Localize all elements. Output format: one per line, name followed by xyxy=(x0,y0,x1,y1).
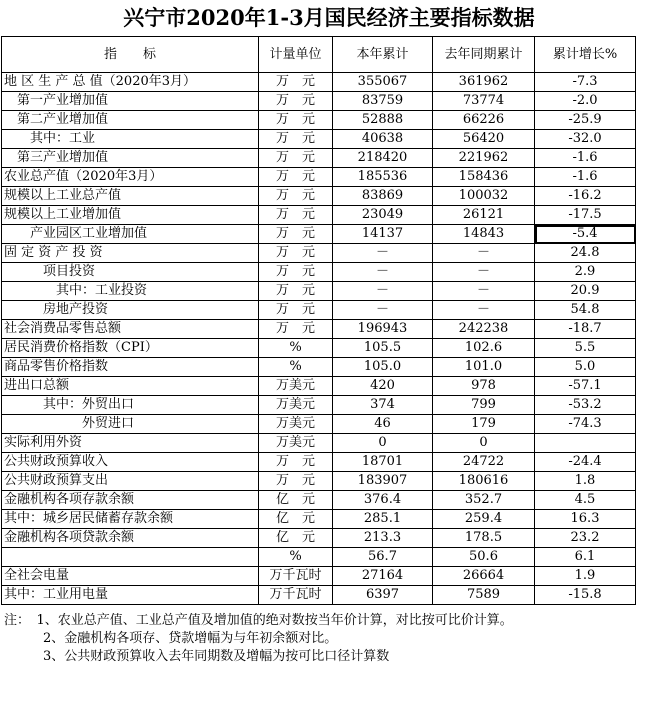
current-value-cell[interactable]: 376.4 xyxy=(333,491,433,510)
indicator-cell[interactable]: 固 定 资 产 投 资 xyxy=(2,244,259,263)
indicator-cell[interactable]: 项目投资 xyxy=(2,263,259,282)
table-row xyxy=(2,472,636,491)
unit-cell[interactable]: 万 元 xyxy=(259,111,333,130)
indicator-cell[interactable]: 实际利用外资 xyxy=(2,434,259,453)
indicator-cell[interactable]: 公共财政预算支出 xyxy=(2,472,259,491)
indicator-cell[interactable]: 其中：工业 xyxy=(2,130,259,149)
table-row xyxy=(2,320,636,339)
current-value-cell[interactable]: － xyxy=(333,301,433,320)
header-cell-previous[interactable]: 去年同期累计 xyxy=(433,37,535,73)
table-row xyxy=(2,130,636,149)
unit-cell[interactable]: 万 元 xyxy=(259,168,333,187)
unit-cell[interactable]: % xyxy=(259,339,333,358)
unit-cell[interactable]: 万 元 xyxy=(259,263,333,282)
previous-value-cell[interactable]: 7589 xyxy=(433,586,535,605)
growth-cell[interactable]: -17.5 xyxy=(535,206,636,225)
indicator-cell[interactable]: 金融机构各项贷款余额 xyxy=(2,529,259,548)
unit-cell[interactable]: 万 元 xyxy=(259,225,333,244)
unit-cell[interactable]: 万 元 xyxy=(259,320,333,339)
indicator-cell[interactable]: 其中：工业用电量 xyxy=(2,586,259,605)
previous-value-cell[interactable]: 14843 xyxy=(433,225,535,244)
table-row xyxy=(2,225,636,244)
previous-value-cell[interactable]: 50.6 xyxy=(433,548,535,567)
table-row xyxy=(2,529,636,548)
previous-value-cell[interactable]: 179 xyxy=(433,415,535,434)
growth-cell[interactable]: 1.9 xyxy=(535,567,636,586)
table-row xyxy=(2,586,636,605)
current-value-cell[interactable]: 374 xyxy=(333,396,433,415)
table-row xyxy=(2,187,636,206)
previous-value-cell[interactable]: － xyxy=(433,301,535,320)
indicator-cell[interactable]: 金融机构各项存款余额 xyxy=(2,491,259,510)
indicator-cell[interactable]: 产业园区工业增加值 xyxy=(2,225,259,244)
table-row xyxy=(2,73,636,92)
footnote-line: 注： 1、农业总产值、工业总产值及增加值的绝对数按当年价计算，对比按可比价计算。 xyxy=(4,613,513,628)
current-value-cell[interactable]: 218420 xyxy=(333,149,433,168)
growth-cell[interactable]: -7.3 xyxy=(535,73,636,92)
table-row xyxy=(2,434,636,453)
current-value-cell[interactable]: 420 xyxy=(333,377,433,396)
unit-cell[interactable]: 万 元 xyxy=(259,73,333,92)
indicator-cell[interactable]: 其中：工业投资 xyxy=(2,282,259,301)
table-row xyxy=(2,92,636,111)
growth-cell[interactable]: -57.1 xyxy=(535,377,636,396)
table-row xyxy=(2,510,636,529)
indicator-cell[interactable]: 规模以上工业总产值 xyxy=(2,187,259,206)
table-row xyxy=(2,168,636,187)
unit-cell[interactable]: 亿 元 xyxy=(259,510,333,529)
indicator-cell[interactable] xyxy=(2,548,259,567)
growth-cell[interactable]: 20.9 xyxy=(535,282,636,301)
current-value-cell[interactable]: 83869 xyxy=(333,187,433,206)
growth-cell[interactable]: 5.5 xyxy=(535,339,636,358)
indicator-cell[interactable]: 房地产投资 xyxy=(2,301,259,320)
current-value-cell[interactable]: 6397 xyxy=(333,586,433,605)
previous-value-cell[interactable]: 101.0 xyxy=(433,358,535,377)
growth-cell[interactable]: -5.4 xyxy=(535,225,636,244)
indicator-cell[interactable]: 其中：城乡居民储蓄存款余额 xyxy=(2,510,259,529)
previous-value-cell[interactable]: 26664 xyxy=(433,567,535,586)
growth-cell[interactable]: -18.7 xyxy=(535,320,636,339)
table-row xyxy=(2,206,636,225)
table-row xyxy=(2,491,636,510)
previous-value-cell[interactable]: 100032 xyxy=(433,187,535,206)
current-value-cell[interactable]: 46 xyxy=(333,415,433,434)
unit-cell[interactable]: 万 元 xyxy=(259,92,333,111)
indicator-cell[interactable]: 全社会电量 xyxy=(2,567,259,586)
previous-value-cell[interactable]: 242238 xyxy=(433,320,535,339)
previous-value-cell[interactable]: － xyxy=(433,263,535,282)
growth-cell[interactable]: 5.0 xyxy=(535,358,636,377)
previous-value-cell[interactable]: 352.7 xyxy=(433,491,535,510)
growth-cell[interactable]: 2.9 xyxy=(535,263,636,282)
unit-cell[interactable]: 万美元 xyxy=(259,377,333,396)
current-value-cell[interactable]: 83759 xyxy=(333,92,433,111)
indicator-cell[interactable]: 商品零售价格指数 xyxy=(2,358,259,377)
unit-cell[interactable]: 万 元 xyxy=(259,149,333,168)
current-value-cell[interactable]: 14137 xyxy=(333,225,433,244)
unit-cell[interactable]: % xyxy=(259,358,333,377)
current-value-cell[interactable]: 105.5 xyxy=(333,339,433,358)
growth-cell[interactable]: -25.9 xyxy=(535,111,636,130)
unit-cell[interactable]: 亿 元 xyxy=(259,491,333,510)
growth-cell[interactable]: 6.1 xyxy=(535,548,636,567)
table-row xyxy=(2,263,636,282)
unit-cell[interactable]: 万 元 xyxy=(259,206,333,225)
unit-cell[interactable]: 万 元 xyxy=(259,301,333,320)
table-row xyxy=(2,377,636,396)
footnote-line: 2、金融机构各项存、贷款增幅为与年初余额对比。 xyxy=(4,631,338,646)
growth-cell[interactable]: 4.5 xyxy=(535,491,636,510)
previous-value-cell[interactable]: 799 xyxy=(433,396,535,415)
unit-cell[interactable]: 万 元 xyxy=(259,187,333,206)
current-value-cell[interactable]: 183907 xyxy=(333,472,433,491)
header-cell-indicator[interactable]: 指 标 xyxy=(2,37,259,73)
previous-value-cell[interactable]: 56420 xyxy=(433,130,535,149)
current-value-cell[interactable]: 27164 xyxy=(333,567,433,586)
growth-cell[interactable]: -53.2 xyxy=(535,396,636,415)
table-row xyxy=(2,149,636,168)
indicator-cell[interactable]: 其中：外贸出口 xyxy=(2,396,259,415)
current-value-cell[interactable]: 52888 xyxy=(333,111,433,130)
previous-value-cell[interactable]: － xyxy=(433,282,535,301)
current-value-cell[interactable]: 18701 xyxy=(333,453,433,472)
previous-value-cell[interactable]: 24722 xyxy=(433,453,535,472)
header-cell-current[interactable]: 本年累计 xyxy=(333,37,433,73)
table-row xyxy=(2,453,636,472)
growth-cell[interactable] xyxy=(535,434,636,453)
table-row xyxy=(2,339,636,358)
header-cell-growth[interactable]: 累计增长% xyxy=(535,37,636,73)
unit-cell[interactable]: 万 元 xyxy=(259,282,333,301)
previous-value-cell[interactable]: 73774 xyxy=(433,92,535,111)
current-value-cell[interactable]: 56.7 xyxy=(333,548,433,567)
indicator-cell[interactable]: 规模以上工业增加值 xyxy=(2,206,259,225)
growth-cell[interactable]: -15.8 xyxy=(535,586,636,605)
unit-cell[interactable]: 万美元 xyxy=(259,396,333,415)
previous-value-cell[interactable]: 259.4 xyxy=(433,510,535,529)
previous-value-cell[interactable]: 178.5 xyxy=(433,529,535,548)
footnote-line: 3、公共财政预算收入去年同期数及增幅为按可比口径计算数 xyxy=(4,649,390,664)
previous-value-cell[interactable]: 26121 xyxy=(433,206,535,225)
table-row xyxy=(2,548,636,567)
unit-cell[interactable]: 万 元 xyxy=(259,453,333,472)
growth-cell[interactable]: 16.3 xyxy=(535,510,636,529)
unit-cell[interactable]: 万美元 xyxy=(259,434,333,453)
current-value-cell[interactable]: 23049 xyxy=(333,206,433,225)
current-value-cell[interactable]: 196943 xyxy=(333,320,433,339)
previous-value-cell[interactable]: 66226 xyxy=(433,111,535,130)
header-row xyxy=(2,37,636,73)
previous-value-cell[interactable]: 0 xyxy=(433,434,535,453)
previous-value-cell[interactable]: 361962 xyxy=(433,73,535,92)
indicator-cell[interactable]: 居民消费价格指数（CPI） xyxy=(2,339,259,358)
current-value-cell[interactable]: 185536 xyxy=(333,168,433,187)
unit-cell[interactable]: 万千瓦时 xyxy=(259,567,333,586)
indicator-cell[interactable]: 外贸进口 xyxy=(2,415,259,434)
previous-value-cell[interactable]: 158436 xyxy=(433,168,535,187)
indicator-cell[interactable]: 第一产业增加值 xyxy=(2,92,259,111)
current-value-cell[interactable]: 285.1 xyxy=(333,510,433,529)
unit-cell[interactable]: 万 元 xyxy=(259,244,333,263)
unit-cell[interactable]: % xyxy=(259,548,333,567)
growth-cell[interactable]: 54.8 xyxy=(535,301,636,320)
indicator-cell[interactable]: 第三产业增加值 xyxy=(2,149,259,168)
unit-cell[interactable]: 万千瓦时 xyxy=(259,586,333,605)
growth-cell[interactable]: -2.0 xyxy=(535,92,636,111)
previous-value-cell[interactable]: 978 xyxy=(433,377,535,396)
current-value-cell[interactable]: － xyxy=(333,282,433,301)
growth-cell[interactable]: -32.0 xyxy=(535,130,636,149)
current-value-cell[interactable]: 0 xyxy=(333,434,433,453)
sheet-title: 兴宁市2020年1-3月国民经济主要指标数据 xyxy=(123,5,535,30)
growth-cell[interactable]: -1.6 xyxy=(535,149,636,168)
current-value-cell[interactable]: － xyxy=(333,244,433,263)
indicator-cell[interactable]: 地 区 生 产 总 值（2020年3月） xyxy=(2,73,259,92)
table-row xyxy=(2,396,636,415)
growth-cell[interactable]: -16.2 xyxy=(535,187,636,206)
previous-value-cell[interactable]: 180616 xyxy=(433,472,535,491)
unit-cell[interactable]: 万 元 xyxy=(259,130,333,149)
current-value-cell[interactable]: 213.3 xyxy=(333,529,433,548)
unit-cell[interactable]: 亿 元 xyxy=(259,529,333,548)
indicator-cell[interactable]: 农业总产值（2020年3月） xyxy=(2,168,259,187)
current-value-cell[interactable]: 40638 xyxy=(333,130,433,149)
table-row xyxy=(2,301,636,320)
current-value-cell[interactable]: － xyxy=(333,263,433,282)
table-row xyxy=(2,111,636,130)
current-value-cell[interactable]: 355067 xyxy=(333,73,433,92)
table-row xyxy=(2,282,636,301)
footnotes xyxy=(4,612,654,666)
growth-cell[interactable]: 23.2 xyxy=(535,529,636,548)
growth-cell[interactable]: -1.6 xyxy=(535,168,636,187)
table-row xyxy=(2,415,636,434)
indicator-cell[interactable]: 进出口总额 xyxy=(2,377,259,396)
header-cell-unit[interactable]: 计量单位 xyxy=(259,37,333,73)
indicator-cell[interactable]: 社会消费品零售总额 xyxy=(2,320,259,339)
growth-cell[interactable]: -24.4 xyxy=(535,453,636,472)
growth-cell[interactable]: -74.3 xyxy=(535,415,636,434)
table-row xyxy=(2,244,636,263)
table-row xyxy=(2,567,636,586)
current-value-cell[interactable]: 105.0 xyxy=(333,358,433,377)
previous-value-cell[interactable]: 221962 xyxy=(433,149,535,168)
unit-cell[interactable]: 万美元 xyxy=(259,415,333,434)
unit-cell[interactable]: 万 元 xyxy=(259,472,333,491)
table-row xyxy=(2,358,636,377)
growth-cell[interactable]: 1.8 xyxy=(535,472,636,491)
growth-cell[interactable]: 24.8 xyxy=(535,244,636,263)
indicator-cell[interactable]: 公共财政预算收入 xyxy=(2,453,259,472)
previous-value-cell[interactable]: 102.6 xyxy=(433,339,535,358)
indicator-table xyxy=(1,36,636,605)
indicator-cell[interactable]: 第二产业增加值 xyxy=(2,111,259,130)
previous-value-cell[interactable]: － xyxy=(433,244,535,263)
